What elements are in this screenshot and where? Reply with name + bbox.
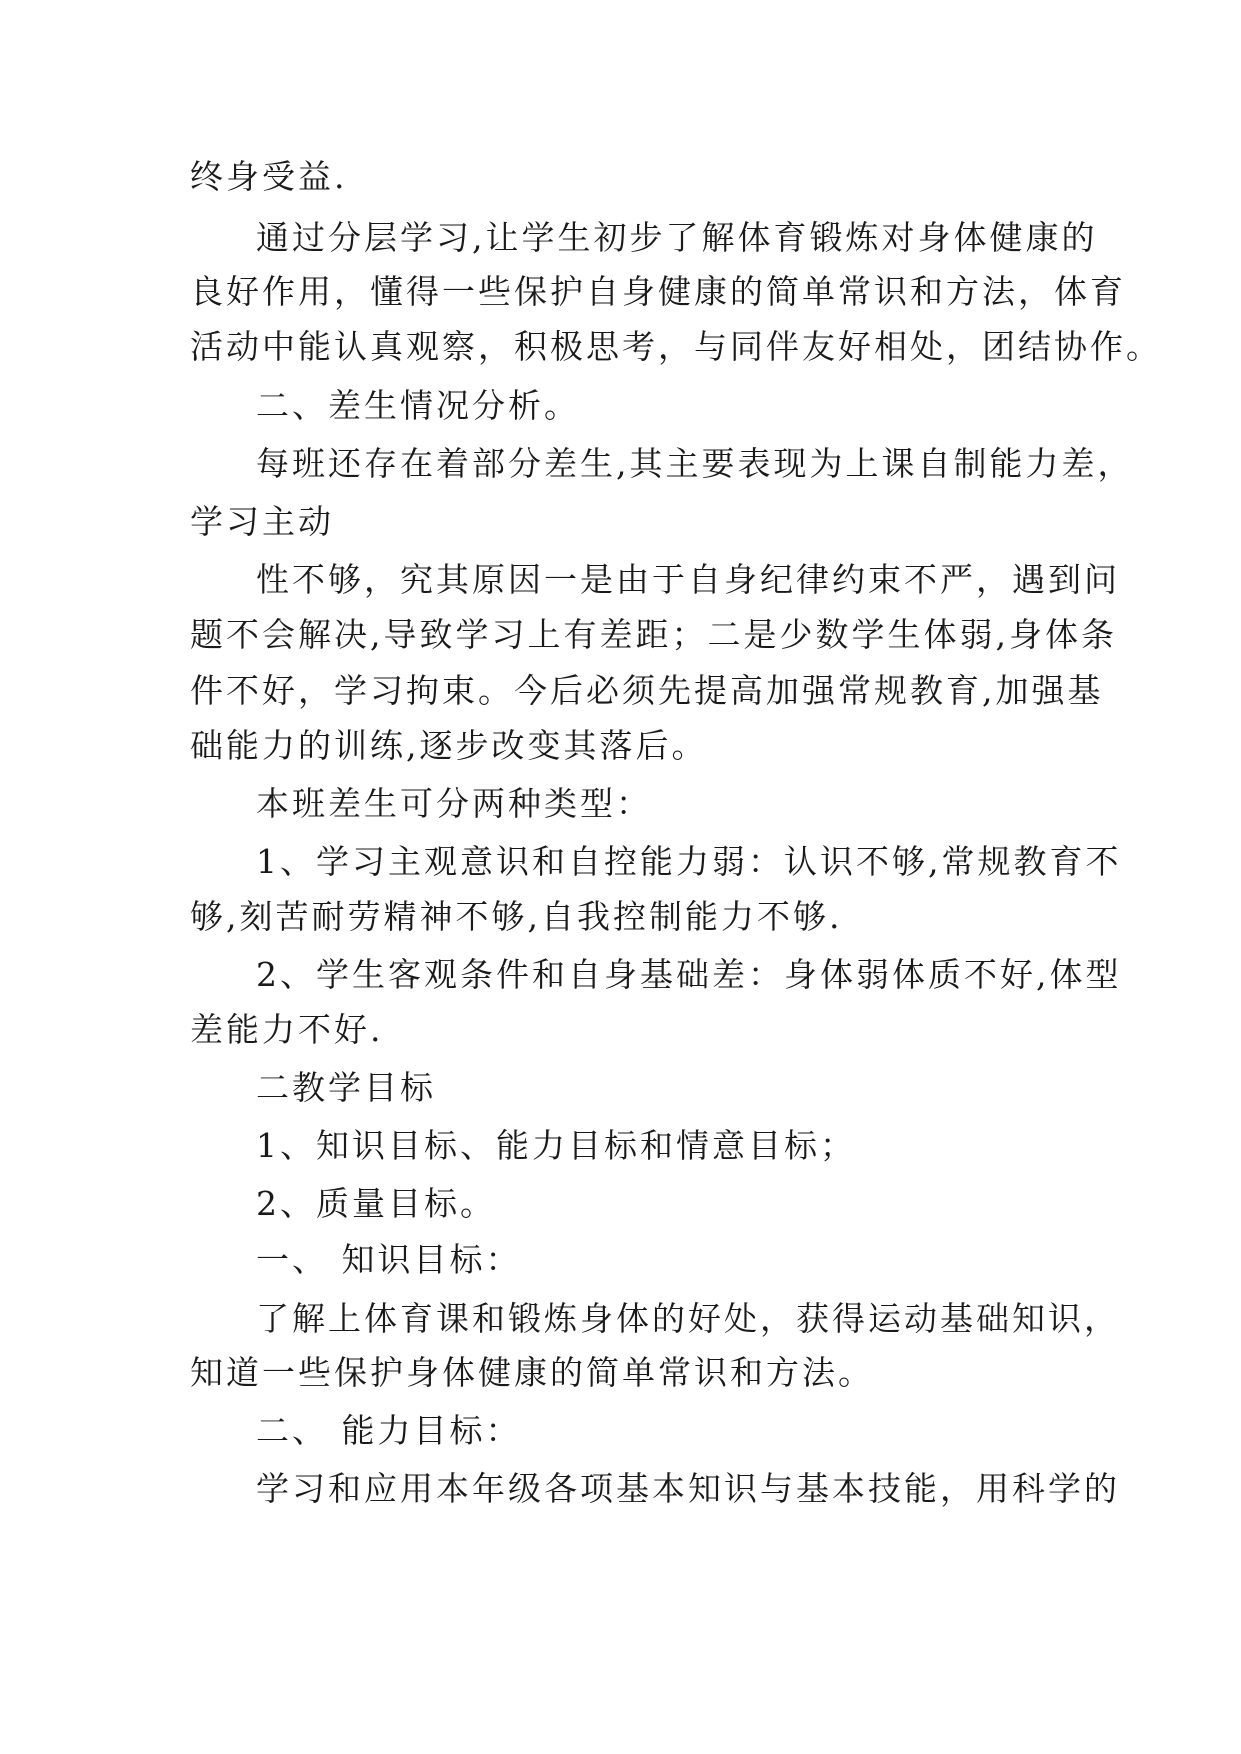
text-line-13: 1、学习主观意识和自控能力弱：认识不够,常规教育不 [256,842,1122,881]
text-line-8: 性不够，究其原因一是由于自身纪律约束不严，遇到问 [256,560,1120,599]
text-line-2: 通过分层学习,让学生初步了解体育锻炼对身体健康的 [256,218,1098,257]
text-line-1: 终身受益. [190,157,348,196]
text-line-4: 活动中能认真观察，积极思考，与同伴友好相处，团结协作。 [190,327,1162,366]
text-line-16: 差能力不好. [190,1010,384,1049]
text-line-22: 知道一些保护身体健康的简单常识和方法。 [190,1353,874,1392]
text-line-9: 题不会解决,导致学习上有差距；二是少数学生体弱,身体条 [190,615,1117,654]
text-line-24: 学习和应用本年级各项基本知识与基本技能，用科学的 [256,1469,1120,1508]
text-line-5: 二、差生情况分析。 [256,386,580,425]
text-line-10: 件不好，学习拘束。今后必须先提高加强常规教育,加强基 [190,671,1104,710]
text-line-6: 每班还存在着部分差生,其主要表现为上课自制能力差， [256,444,1134,483]
text-line-3: 良好作用，懂得一些保护自身健康的简单常识和方法，体育 [190,272,1126,311]
text-line-7: 学习主动 [190,502,334,541]
text-line-17: 二教学目标 [256,1068,436,1107]
text-line-19: 2、质量目标。 [256,1184,496,1223]
text-line-23: 二、 能力目标： [256,1411,522,1450]
text-line-15: 2、学生客观条件和自身基础差：身体弱体质不好,体型 [256,955,1122,994]
text-line-11: 础能力的训练,逐步改变其落后。 [190,726,708,765]
text-line-21: 了解上体育课和锻炼身体的好处，获得运动基础知识， [256,1299,1120,1338]
text-line-20: 一、 知识目标： [256,1240,522,1279]
text-line-18: 1、知识目标、能力目标和情意目标； [256,1126,856,1165]
text-line-14: 够,刻苦耐劳精神不够,自我控制能力不够. [190,897,843,936]
text-line-12: 本班差生可分两种类型： [256,784,652,823]
